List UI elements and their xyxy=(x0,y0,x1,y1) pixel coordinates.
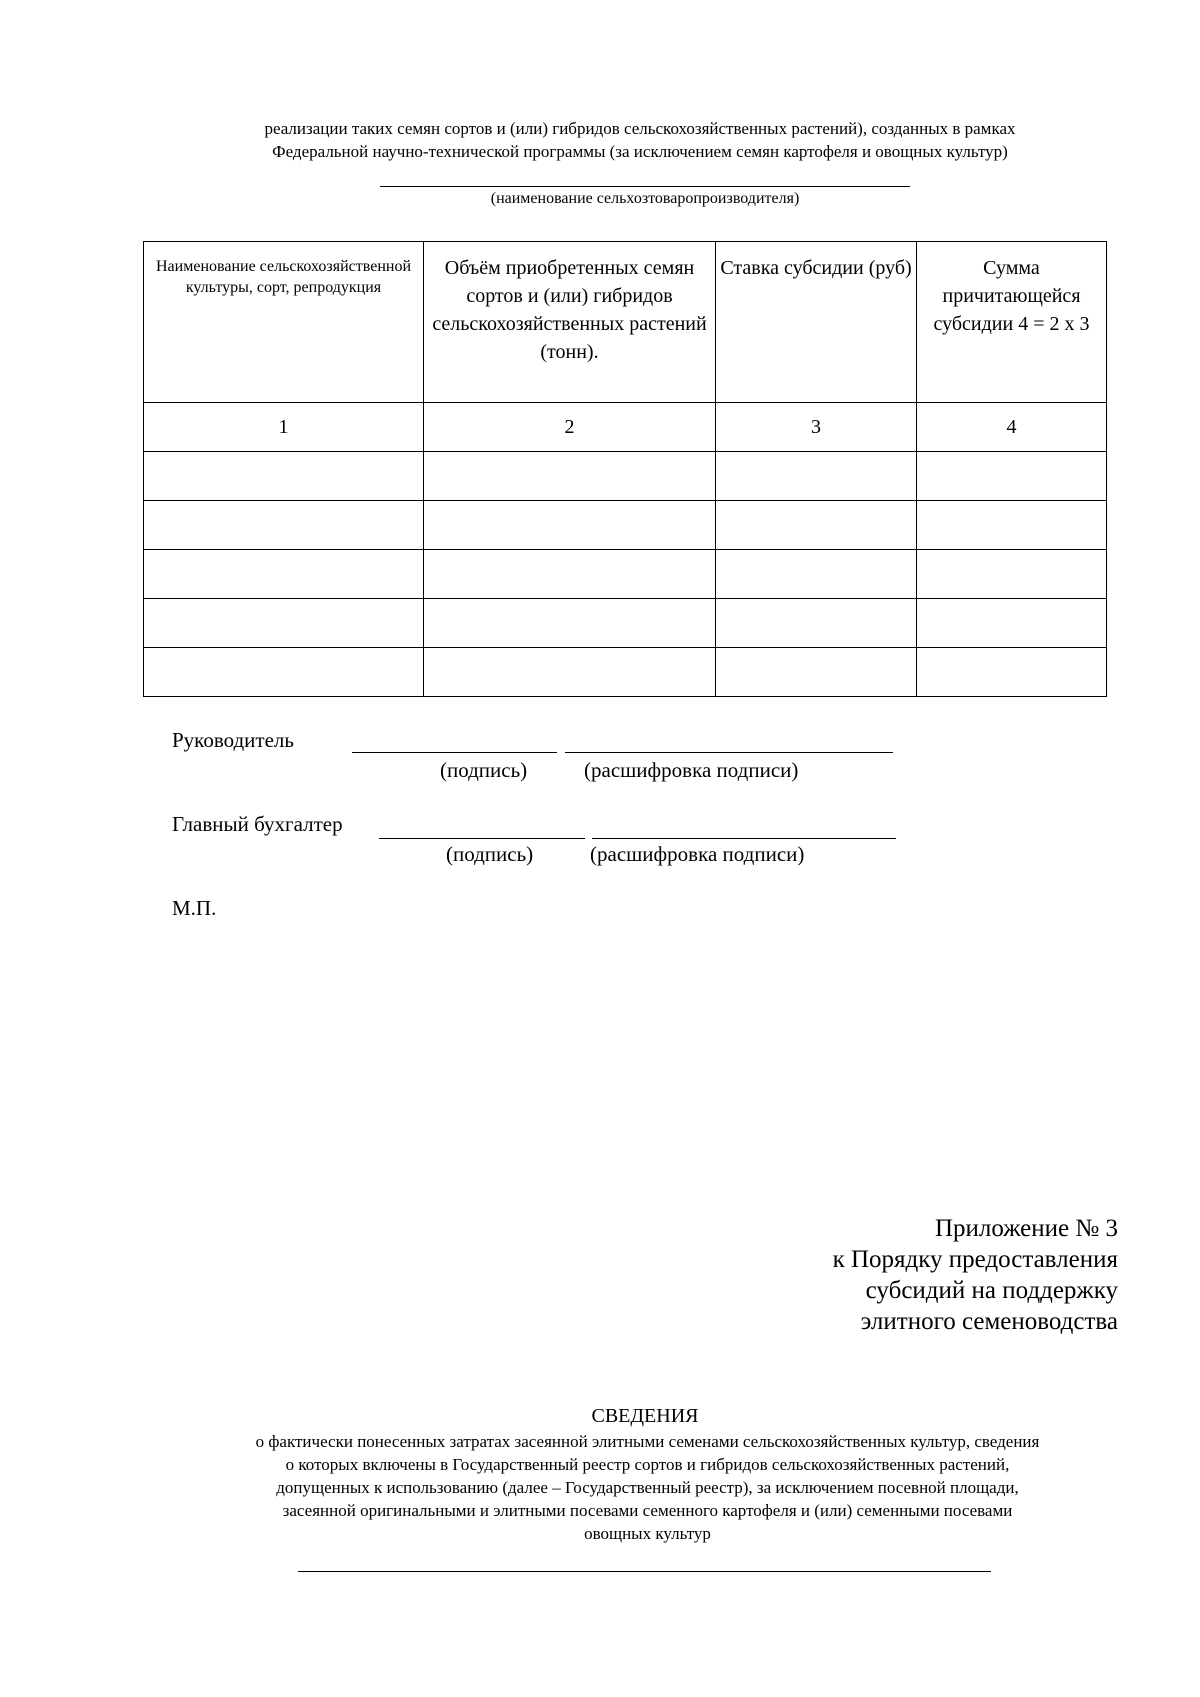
accountant-label: Главный бухгалтер xyxy=(172,812,343,836)
accountant-decode-line[interactable] xyxy=(592,838,896,839)
table-header-row xyxy=(144,242,1107,403)
head-label: Руководитель xyxy=(172,728,294,752)
header-crop: Наименование сельскохозяйственной культуры, сорт, репродукция xyxy=(144,242,424,403)
svedenia-title: СВЕДЕНИЯ xyxy=(591,1405,699,1427)
accountant-sign-caption: (подпись) xyxy=(446,842,534,866)
table-cell[interactable] xyxy=(716,501,917,550)
col-number-2: 2 xyxy=(424,403,716,452)
table-row xyxy=(144,452,1107,501)
svedenia-line-2: о которых включены в Государственный реестр сортов и гибридов сельскохозяйственных растений, xyxy=(285,1455,1010,1474)
appendix-line-2: к Порядку предоставления xyxy=(832,1246,1118,1273)
table-cell[interactable] xyxy=(144,648,424,697)
table-cell[interactable] xyxy=(144,452,424,501)
svedenia-line-4: засеянной оригинальными и элитными посевами семенного картофеля и (или) семенными посевами xyxy=(282,1501,1013,1520)
table-cell[interactable] xyxy=(424,648,716,697)
table-cell[interactable] xyxy=(716,550,917,599)
svedenia-line-1: о фактически понесенных затратах засеянной элитными семенами сельскохозяйственных культур, сведения xyxy=(255,1432,1040,1451)
table-cell[interactable] xyxy=(917,501,1107,550)
table-row xyxy=(144,501,1107,550)
head-decode-line[interactable] xyxy=(565,752,893,753)
head-decode-caption: (расшифровка подписи) xyxy=(584,758,799,782)
header-rate: Ставка субсидии (руб) xyxy=(716,242,917,403)
table-cell[interactable] xyxy=(424,550,716,599)
table-cell[interactable] xyxy=(917,550,1107,599)
accountant-decode-caption: (расшифровка подписи) xyxy=(590,842,805,866)
head-sign-caption: (подпись) xyxy=(440,758,528,782)
accountant-signature-line[interactable] xyxy=(379,838,585,839)
table-cell[interactable] xyxy=(917,452,1107,501)
col-number-4: 4 xyxy=(917,403,1107,452)
table-row xyxy=(144,648,1107,697)
table-number-row xyxy=(144,403,1107,452)
appendix-line-4: элитного семеноводства xyxy=(860,1308,1118,1335)
org-name-caption: (наименование сельхозтоваропроизводителя) xyxy=(490,190,800,207)
appendix-line-1: Приложение № 3 xyxy=(934,1215,1118,1242)
table-cell[interactable] xyxy=(917,648,1107,697)
table-cell[interactable] xyxy=(917,599,1107,648)
header-volume: Объём приобретенных семян сортов и (или) гибридов сельскохозяйственных растений (тонн). xyxy=(424,242,716,403)
table-cell[interactable] xyxy=(424,599,716,648)
table-cell[interactable] xyxy=(716,599,917,648)
col-number-1: 1 xyxy=(144,403,424,452)
head-signature-line[interactable] xyxy=(352,752,557,753)
table-cell[interactable] xyxy=(716,648,917,697)
col-number-3: 3 xyxy=(716,403,917,452)
svedenia-line-5: овощных культур xyxy=(584,1524,711,1543)
table-cell[interactable] xyxy=(144,501,424,550)
subsidy-table xyxy=(143,241,1107,697)
table-cell[interactable] xyxy=(144,599,424,648)
intro-line-2: Федеральной научно-технической программы (за исключением семян картофеля и овощных культур) xyxy=(272,142,1008,161)
svedenia-description xyxy=(175,1430,1120,1545)
intro-text xyxy=(180,117,1100,163)
stamp-label: М.П. xyxy=(172,896,217,920)
table-cell[interactable] xyxy=(424,501,716,550)
table-cell[interactable] xyxy=(144,550,424,599)
appendix-heading xyxy=(833,1213,1118,1337)
table-row xyxy=(144,550,1107,599)
org-name-line[interactable] xyxy=(380,186,910,187)
bottom-fill-line[interactable] xyxy=(298,1571,991,1572)
appendix-line-3: субсидий на поддержку xyxy=(865,1277,1118,1304)
table-row xyxy=(144,599,1107,648)
svedenia-line-3: допущенных к использованию (далее – Государственный реестр), за исключением посевной площади, xyxy=(276,1478,1019,1497)
table-cell[interactable] xyxy=(424,452,716,501)
intro-line-1: реализации таких семян сортов и (или) гибридов сельскохозяйственных растений), созданных в рамках xyxy=(264,119,1016,138)
table-cell[interactable] xyxy=(716,452,917,501)
header-sum: Сумма причитающейся субсидии 4 = 2 х 3 xyxy=(917,242,1107,403)
